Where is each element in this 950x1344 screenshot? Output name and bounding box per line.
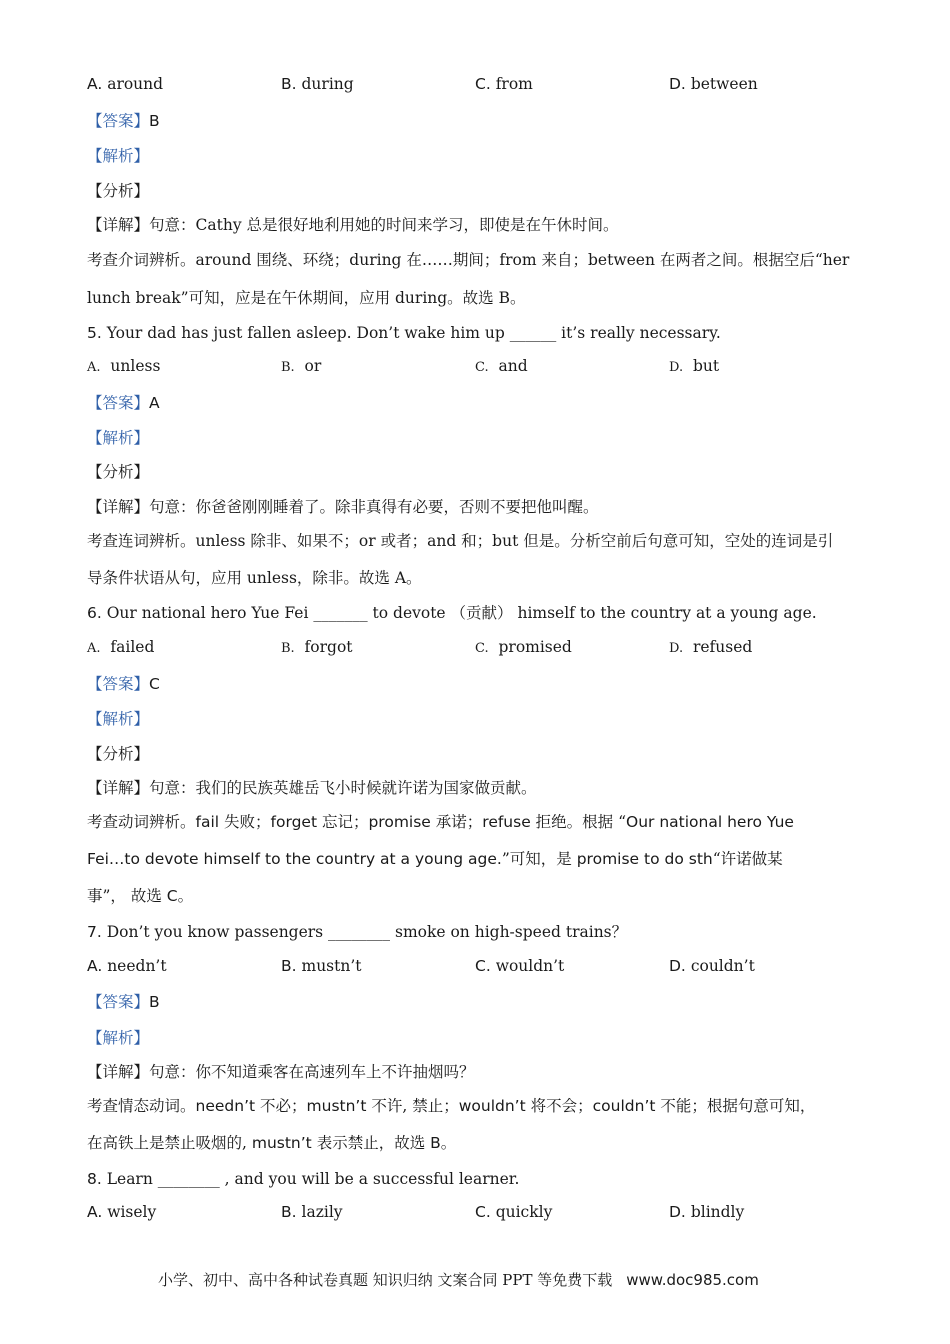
q7-option-c: C. wouldn’t <box>475 957 565 975</box>
q7-option-d: D. couldn’t <box>669 957 755 975</box>
q4-options <box>87 75 867 97</box>
footer-url[interactable]: www.doc985.com <box>626 1271 759 1289</box>
q5-jiexi: 【解析】 <box>87 429 150 447</box>
q6-option-c: C. promised <box>475 638 572 656</box>
q6-explanation-3: 事”， 故选 C。 <box>87 887 194 905</box>
q6-answer: 【答案】C <box>87 675 160 693</box>
q4-option-a: A. around <box>87 75 164 93</box>
q6-option-a: A. failed <box>87 638 155 656</box>
q5-option-b: B. or <box>281 357 322 375</box>
q7-option-a: A. needn’t <box>87 957 167 975</box>
q6-stem: 6. Our national hero Yue Fei _______ to devote （贡献） himself to the country at a young age. <box>87 604 817 622</box>
q4-option-d: D. between <box>669 75 758 93</box>
q8-stem: 8. Learn ________ , and you will be a successful learner. <box>87 1170 520 1188</box>
q8-option-c: C. quickly <box>475 1203 553 1221</box>
q5-detail: 【详解】句意：你爸爸刚刚睡着了。除非真得有必要，否则不要把他叫醒。 <box>87 498 599 516</box>
q4-jiexi: 【解析】 <box>87 147 150 165</box>
q5-option-c: C. and <box>475 357 528 375</box>
q4-option-b: B. during <box>281 75 354 93</box>
q8-options <box>87 1203 867 1225</box>
q6-option-d: D. refused <box>669 638 753 656</box>
q4-detail: 【详解】句意：Cathy 总是很好地利用她的时间来学习，即使是在午休时间。 <box>87 216 619 234</box>
q5-answer: 【答案】A <box>87 394 160 412</box>
q6-option-b: B. forgot <box>281 638 353 656</box>
q8-option-a: A. wisely <box>87 1203 157 1221</box>
q6-explanation-2: Fei…to devote himself to the country at a young age.”可知，是 promise to do sth“许诺做某 <box>87 850 783 868</box>
q7-explanation-2: 在高铁上是禁止吸烟的, mustn’t 表示禁止，故选 B。 <box>87 1134 457 1152</box>
q4-fenxi: 【分析】 <box>87 182 150 200</box>
q5-option-a: A. unless <box>87 357 161 375</box>
q4-explanation-2: lunch break”可知，应是在午休期间，应用 during。故选 B。 <box>87 289 526 307</box>
q5-fenxi: 【分析】 <box>87 463 150 481</box>
q4-explanation-1: 考查介词辨析。around 围绕、环绕；during 在……期间；from 来自；between 在两者之间。根据空后“her <box>87 251 850 269</box>
q5-explanation-1: 考查连词辨析。unless 除非、如果不；or 或者；and 和；but 但是。分析空前后句意可知，空处的连词是引 <box>87 532 834 550</box>
q5-option-d: D. but <box>669 357 720 375</box>
q4-option-c: C. from <box>475 75 533 93</box>
q8-option-d: D. blindly <box>669 1203 745 1221</box>
q6-fenxi: 【分析】 <box>87 745 150 763</box>
q6-jiexi: 【解析】 <box>87 710 150 728</box>
q5-stem: 5. Your dad has just fallen asleep. Don’t wake him up ______ it’s really necessary. <box>87 324 721 342</box>
q7-answer: 【答案】B <box>87 993 160 1011</box>
q8-option-b: B. lazily <box>281 1203 343 1221</box>
q7-detail: 【详解】句意：你不知道乘客在高速列车上不许抽烟吗？ <box>87 1063 475 1081</box>
q5-options <box>87 357 867 379</box>
q6-explanation-1: 考查动词辨析。fail 失败；forget 忘记；promise 承诺；refuse 拒绝。根据 “Our national hero Yue <box>87 813 794 831</box>
q7-options <box>87 957 867 979</box>
q7-stem: 7. Don’t you know passengers ________ smoke on high-speed trains？ <box>87 923 628 941</box>
q7-jiexi: 【解析】 <box>87 1029 150 1047</box>
q6-detail: 【详解】句意：我们的民族英雄岳飞小时候就许诺为国家做贡献。 <box>87 779 537 797</box>
q6-options <box>87 638 867 660</box>
q4-answer: 【答案】B <box>87 112 160 130</box>
footer-text: 小学、初中、高中各种试卷真题 知识归纳 文案合同 PPT 等免费下载 <box>158 1271 613 1289</box>
q7-explanation-1: 考查情态动词。needn’t 不必；mustn’t 不许, 禁止；wouldn’t 将不会；couldn’t 不能；根据句意可知， <box>87 1097 816 1115</box>
q5-explanation-2: 导条件状语从句，应用 unless，除非。故选 A。 <box>87 569 422 587</box>
page-footer <box>158 1269 759 1290</box>
q7-option-b: B. mustn’t <box>281 957 362 975</box>
